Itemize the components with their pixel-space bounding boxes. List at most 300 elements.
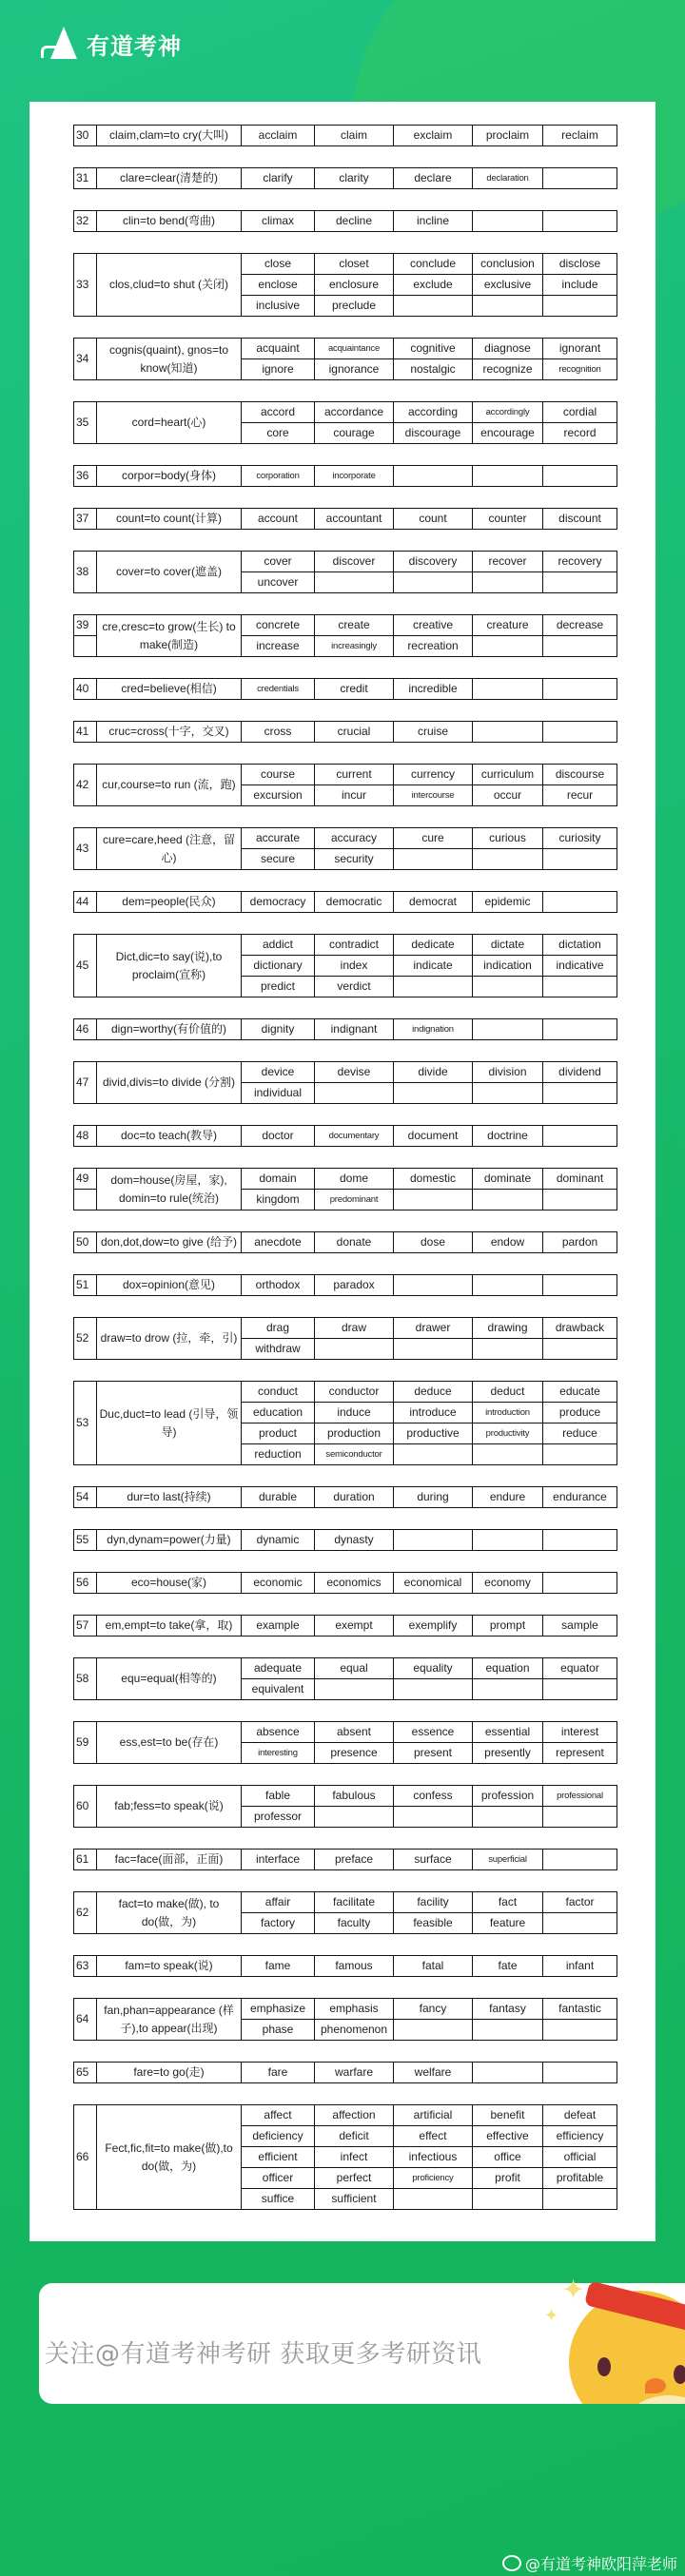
group-number: 39 [74, 615, 97, 636]
sparkle-icon: ✦ [561, 2275, 586, 2306]
word-cell: fate [473, 1956, 543, 1977]
root-definition: cure=care,heed (注意，留心) [97, 828, 242, 870]
table-row [74, 402, 617, 423]
root-definition: fare=to go(走) [97, 2063, 242, 2083]
root-definition: draw=to drow (拉，牵，引) [97, 1318, 242, 1360]
word-cell: emphasize [242, 1999, 315, 2020]
word-cell: cure [394, 828, 473, 849]
word-cell: indignant [315, 1019, 394, 1040]
brand-logo-icon [39, 27, 81, 61]
table-row [74, 828, 617, 849]
word-cell: draw [315, 1318, 394, 1339]
word-cell: professor [242, 1807, 315, 1828]
group-number [74, 636, 97, 657]
group-number: 45 [74, 935, 97, 997]
word-cell: productivity [473, 1424, 543, 1444]
root-group-table [73, 721, 617, 743]
word-cell: acquaintance [315, 339, 394, 359]
word-cell: democrat [394, 892, 473, 913]
word-cell: economical [394, 1573, 473, 1594]
word-cell: dividend [543, 1062, 617, 1083]
word-cell: incur [315, 785, 394, 806]
word-cell: concrete [242, 615, 315, 636]
group-number: 33 [74, 254, 97, 317]
table-row [74, 2063, 617, 2083]
table-row [74, 339, 617, 359]
word-cell: cross [242, 722, 315, 743]
word-cell: infectious [394, 2147, 473, 2168]
root-group-table [73, 1018, 617, 1040]
word-cell: donate [315, 1232, 394, 1253]
root-definition: dign=worthy(有价值的) [97, 1019, 242, 1040]
word-cell: enclose [242, 275, 315, 296]
sparkle-icon: ✦ [544, 2306, 559, 2325]
word-cell: declaration [473, 168, 543, 189]
word-cell: produce [543, 1403, 617, 1424]
word-cell: product [242, 1424, 315, 1444]
word-cell: profession [473, 1786, 543, 1807]
group-number: 36 [74, 466, 97, 487]
empty-cell [473, 636, 543, 657]
word-cell: endow [473, 1232, 543, 1253]
word-cell: cordial [543, 402, 617, 423]
empty-cell [315, 1339, 394, 1360]
group-number: 46 [74, 1019, 97, 1040]
root-definition: dyn,dynam=power(力量) [97, 1530, 242, 1551]
word-cell: profit [473, 2168, 543, 2189]
root-group-table [73, 614, 617, 657]
word-cell: domain [242, 1169, 315, 1190]
root-definition: cre,cresc=to grow(生长) to make(制造) [97, 615, 242, 657]
word-cell: security [315, 849, 394, 870]
word-cell: dictate [473, 935, 543, 956]
group-number: 52 [74, 1318, 97, 1360]
empty-cell [473, 2189, 543, 2210]
root-definition: don,dot,dow=to give (给予) [97, 1232, 242, 1253]
group-number: 62 [74, 1892, 97, 1934]
word-cell: duration [315, 1487, 394, 1508]
root-definition: fam=to speak(说) [97, 1956, 242, 1977]
word-cell: discount [543, 509, 617, 530]
root-group-table [73, 1721, 617, 1764]
word-cell: credit [315, 679, 394, 700]
word-cell: discourse [543, 765, 617, 785]
word-cell: fame [242, 1956, 315, 1977]
root-group-table [73, 338, 617, 380]
word-cell: present [394, 1743, 473, 1764]
bird-belly [626, 2395, 685, 2404]
word-cell: interesting [242, 1743, 315, 1764]
empty-cell [543, 168, 617, 189]
word-cell: exempt [315, 1616, 394, 1637]
group-number: 31 [74, 168, 97, 189]
table-row [74, 722, 617, 743]
word-cell: efficient [242, 2147, 315, 2168]
root-definition: equ=equal(相等的) [97, 1658, 242, 1700]
empty-cell [473, 1275, 543, 1296]
word-cell: phenomenon [315, 2020, 394, 2041]
group-number: 42 [74, 765, 97, 806]
root-definition: cognis(quaint), gnos=to know(知道) [97, 339, 242, 380]
word-cell: professional [543, 1786, 617, 1807]
empty-cell [543, 466, 617, 487]
word-cell: indignation [394, 1019, 473, 1040]
word-cell: account [242, 509, 315, 530]
table-row [74, 466, 617, 487]
root-group-table [73, 1381, 617, 1465]
word-cell: increase [242, 636, 315, 657]
word-cell: dominant [543, 1169, 617, 1190]
root-group-table [73, 210, 617, 232]
word-cell: effective [473, 2126, 543, 2147]
root-group-table [73, 1849, 617, 1870]
empty-cell [394, 1339, 473, 1360]
word-cell: closet [315, 254, 394, 275]
word-cell: currency [394, 765, 473, 785]
word-cell: acquaint [242, 339, 315, 359]
word-cell: surface [394, 1850, 473, 1870]
root-group-table [73, 551, 617, 593]
group-number: 53 [74, 1382, 97, 1465]
word-cell: interest [543, 1722, 617, 1743]
empty-cell [473, 1530, 543, 1551]
word-cell: exemplify [394, 1616, 473, 1637]
word-cell: endure [473, 1487, 543, 1508]
word-cell: drawing [473, 1318, 543, 1339]
root-definition: fac=face(面部，正面) [97, 1850, 242, 1870]
table-row [74, 1382, 617, 1403]
word-cell: accurate [242, 828, 315, 849]
word-cell: accordance [315, 402, 394, 423]
empty-cell [543, 636, 617, 657]
empty-cell [473, 977, 543, 997]
empty-cell [543, 1679, 617, 1700]
root-definition: count=to count(计算) [97, 509, 242, 530]
empty-cell [543, 849, 617, 870]
empty-cell [543, 679, 617, 700]
empty-cell [394, 572, 473, 593]
table-row [74, 1722, 617, 1743]
word-cell: conclusion [473, 254, 543, 275]
group-number: 51 [74, 1275, 97, 1296]
empty-cell [394, 977, 473, 997]
group-number: 40 [74, 679, 97, 700]
word-cell: preface [315, 1850, 394, 1870]
word-cell: inclusive [242, 296, 315, 317]
brand-logo [39, 27, 182, 61]
word-cell: education [242, 1403, 315, 1424]
group-number: 56 [74, 1573, 97, 1594]
empty-cell [473, 1190, 543, 1211]
empty-cell [394, 2020, 473, 2041]
bird-eye [674, 2365, 685, 2384]
word-cell: factor [543, 1892, 617, 1913]
empty-cell [315, 1679, 394, 1700]
empty-cell [543, 2189, 617, 2210]
word-cell: fable [242, 1786, 315, 1807]
word-cell: official [543, 2147, 617, 2168]
root-definition: dur=to last(持续) [97, 1487, 242, 1508]
empty-cell [473, 1083, 543, 1104]
word-cell: dynamic [242, 1530, 315, 1551]
word-cell: drawback [543, 1318, 617, 1339]
word-cell: occur [473, 785, 543, 806]
word-cell: recognition [543, 359, 617, 380]
root-group-table [73, 934, 617, 997]
mascot-bird-illustration [542, 2274, 685, 2404]
word-cell: famous [315, 1956, 394, 1977]
root-definition: corpor=body(身体) [97, 466, 242, 487]
table-row [74, 1658, 617, 1679]
word-cell: during [394, 1487, 473, 1508]
word-cell: absence [242, 1722, 315, 1743]
weibo-icon [502, 2555, 521, 2571]
empty-cell [473, 1807, 543, 1828]
root-group-table [73, 1955, 617, 1977]
word-cell: factory [242, 1913, 315, 1934]
empty-cell [394, 1807, 473, 1828]
empty-cell [473, 466, 543, 487]
group-number: 37 [74, 509, 97, 530]
group-number: 41 [74, 722, 97, 743]
bird-eye [597, 2357, 611, 2376]
empty-cell [543, 1573, 617, 1594]
group-number: 54 [74, 1487, 97, 1508]
group-number: 30 [74, 126, 97, 146]
word-cell: exclaim [394, 126, 473, 146]
word-cell: division [473, 1062, 543, 1083]
group-number: 59 [74, 1722, 97, 1764]
word-cell: discover [315, 552, 394, 572]
table-row [74, 509, 617, 530]
root-group-table [73, 827, 617, 870]
word-cell: increasingly [315, 636, 394, 657]
word-cell: equator [543, 1658, 617, 1679]
word-cell: pardon [543, 1232, 617, 1253]
empty-cell [473, 1339, 543, 1360]
empty-cell [543, 892, 617, 913]
table-row [74, 615, 617, 636]
root-group-table [73, 1998, 617, 2041]
empty-cell [473, 679, 543, 700]
root-definition: dox=opinion(意见) [97, 1275, 242, 1296]
empty-cell [473, 1444, 543, 1465]
root-group-table [73, 125, 617, 146]
empty-cell [473, 296, 543, 317]
word-cell: index [315, 956, 394, 977]
word-cell: economics [315, 1573, 394, 1594]
word-cell: counter [473, 509, 543, 530]
word-cell: sample [543, 1616, 617, 1637]
group-number: 64 [74, 1999, 97, 2041]
word-cell: welfare [394, 2063, 473, 2083]
word-cell: reclaim [543, 126, 617, 146]
word-cell: according [394, 402, 473, 423]
word-cell: fancy [394, 1999, 473, 2020]
word-cell: corporation [242, 466, 315, 487]
empty-cell [473, 849, 543, 870]
word-cell: device [242, 1062, 315, 1083]
word-cell: devise [315, 1062, 394, 1083]
root-definition: ess,est=to be(存在) [97, 1722, 242, 1764]
word-cell: deduce [394, 1382, 473, 1403]
word-cell: equality [394, 1658, 473, 1679]
word-cell: introduce [394, 1403, 473, 1424]
word-cell: disclose [543, 254, 617, 275]
word-cell: production [315, 1424, 394, 1444]
word-cell: example [242, 1616, 315, 1637]
root-definition: Dict,dic=to say(说),to proclaim(宣称) [97, 935, 242, 997]
word-cell: dictionary [242, 956, 315, 977]
word-cell: prompt [473, 1616, 543, 1637]
empty-cell [473, 211, 543, 232]
table-row [74, 1999, 617, 2020]
word-cell: fact [473, 1892, 543, 1913]
word-cell: courage [315, 423, 394, 444]
table-row [74, 1850, 617, 1870]
word-cell: affect [242, 2105, 315, 2126]
root-group-table [73, 2062, 617, 2083]
empty-cell [543, 1019, 617, 1040]
word-cell: declare [394, 168, 473, 189]
word-cell: anecdote [242, 1232, 315, 1253]
word-cell: democratic [315, 892, 394, 913]
group-number: 63 [74, 1956, 97, 1977]
empty-cell [543, 722, 617, 743]
word-cell: introduction [473, 1403, 543, 1424]
root-group-table [73, 253, 617, 317]
word-cell: productive [394, 1424, 473, 1444]
empty-cell [543, 1913, 617, 1934]
empty-cell [543, 1083, 617, 1104]
word-cell: uncover [242, 572, 315, 593]
word-cell: warfare [315, 2063, 394, 2083]
word-cell: ignorant [543, 339, 617, 359]
table-row [74, 1318, 617, 1339]
word-cell: curious [473, 828, 543, 849]
word-cell: include [543, 275, 617, 296]
word-cell: exclusive [473, 275, 543, 296]
word-cell: predict [242, 977, 315, 997]
word-cell: equivalent [242, 1679, 315, 1700]
word-cell: enclosure [315, 275, 394, 296]
root-definition: cur,course=to run (流，跑) [97, 765, 242, 806]
word-cell: cruise [394, 722, 473, 743]
table-row [74, 935, 617, 956]
word-cell: affair [242, 1892, 315, 1913]
word-cell: interface [242, 1850, 315, 1870]
word-cell: economic [242, 1573, 315, 1594]
empty-cell [394, 849, 473, 870]
word-cell: efficiency [543, 2126, 617, 2147]
table-row [74, 1019, 617, 1040]
root-group-table [73, 764, 617, 806]
root-definition: fact=to make(做), to do(做，为) [97, 1892, 242, 1934]
word-cell: nostalgic [394, 359, 473, 380]
empty-cell [315, 1083, 394, 1104]
word-cell: orthodox [242, 1275, 315, 1296]
word-cell: phase [242, 2020, 315, 2041]
root-definition: Fect,fic,fit=to make(做),to do(做，为) [97, 2105, 242, 2210]
word-cell: dictation [543, 935, 617, 956]
empty-cell [543, 1339, 617, 1360]
empty-cell [473, 2020, 543, 2041]
root-group-table [73, 1168, 617, 1211]
word-cell: presence [315, 1743, 394, 1764]
word-cell: deficit [315, 2126, 394, 2147]
root-group-table [73, 1274, 617, 1296]
word-cell: dominate [473, 1169, 543, 1190]
word-cell: clarify [242, 168, 315, 189]
root-group-table [73, 1061, 617, 1104]
table-row [74, 211, 617, 232]
word-cell: record [543, 423, 617, 444]
group-number: 49 [74, 1169, 97, 1190]
word-cell: indicative [543, 956, 617, 977]
root-definition: Duc,duct=to lead (引导，领导) [97, 1382, 242, 1465]
root-group-table [73, 891, 617, 913]
word-cell: faculty [315, 1913, 394, 1934]
word-cell: core [242, 423, 315, 444]
word-cell: profitable [543, 2168, 617, 2189]
word-cell: close [242, 254, 315, 275]
word-cell: benefit [473, 2105, 543, 2126]
word-cell: essence [394, 1722, 473, 1743]
word-cell: verdict [315, 977, 394, 997]
word-cell: excursion [242, 785, 315, 806]
word-cell: decline [315, 211, 394, 232]
root-group-table [73, 1657, 617, 1700]
empty-cell [394, 1190, 473, 1211]
word-cell: cover [242, 552, 315, 572]
empty-cell [394, 1530, 473, 1551]
word-cell: perfect [315, 2168, 394, 2189]
word-cell: affection [315, 2105, 394, 2126]
word-cell: curiosity [543, 828, 617, 849]
empty-cell [543, 1530, 617, 1551]
word-cell: divide [394, 1062, 473, 1083]
word-cell: clarity [315, 168, 394, 189]
table-row [74, 1487, 617, 1508]
root-group-table [73, 678, 617, 700]
root-group-table [73, 1125, 617, 1147]
empty-cell [394, 1679, 473, 1700]
table-row [74, 1275, 617, 1296]
word-cell: defeat [543, 2105, 617, 2126]
word-cell: infect [315, 2147, 394, 2168]
word-root-table-card [29, 102, 656, 2241]
root-definition: divid,divis=to divide (分割) [97, 1062, 242, 1104]
table-row [74, 126, 617, 146]
root-group-table [73, 2104, 617, 2210]
group-number: 61 [74, 1850, 97, 1870]
group-number: 65 [74, 2063, 97, 2083]
empty-cell [315, 572, 394, 593]
empty-cell [394, 1083, 473, 1104]
word-cell: drag [242, 1318, 315, 1339]
empty-cell [473, 1679, 543, 1700]
word-cell: create [315, 615, 394, 636]
word-cell: doctor [242, 1126, 315, 1147]
word-cell: deficiency [242, 2126, 315, 2147]
word-cell: equation [473, 1658, 543, 1679]
empty-cell [543, 2063, 617, 2083]
empty-cell [473, 722, 543, 743]
word-cell: climax [242, 211, 315, 232]
word-cell: exclude [394, 275, 473, 296]
footer-follow-text: 关注@有道考神考研 获取更多考研资讯 [45, 2340, 482, 2369]
empty-cell [473, 1019, 543, 1040]
